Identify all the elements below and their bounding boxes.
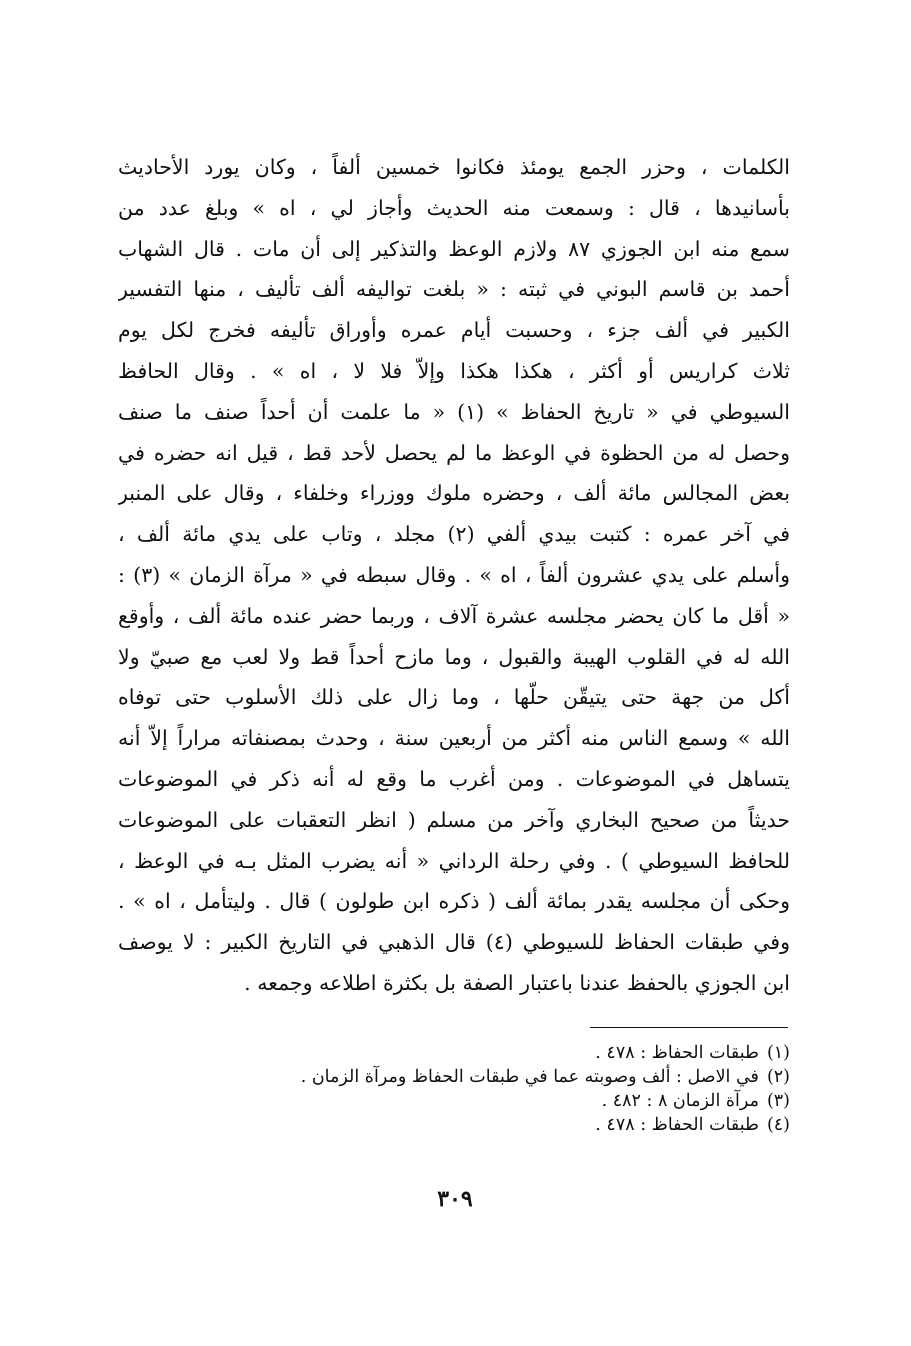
text-line: وحصل له من الحظوة في الوعظ ما لم يحصل لأحد قط ، قيل انه حضره في [118, 440, 790, 465]
text-line: بأسانيدها ، قال : وسمعت منه الحديث وأجاز لي ، اه » وبلغ عدد من [118, 195, 790, 220]
footnote-text: طبقات الحفاظ : ٤٧٨ . [595, 1043, 759, 1063]
footnote [170, 1113, 790, 1137]
text-line: السيوطي في « تاريخ الحفاظ » (١) « ما علمت أن أحداً صنف ما صنف [118, 399, 790, 424]
footnote-marker: (٤) [766, 1115, 790, 1135]
text-line: الكلمات ، وحزر الجمع يومئذ فكانوا خمسين ألفاً ، وكان يورد الأحاديث [118, 155, 790, 179]
text-line: للحافظ السيوطي ) . وفي رحلة الرداني « أنه يضرب المثل بـه في الوعظ ، [118, 848, 790, 873]
text-line: ثلاث كراريس أو أكثر ، هكذا هكذا وإلاّ فلا لا ، اه » . وقال الحافظ [118, 358, 790, 383]
footnote-marker: (٢) [766, 1067, 790, 1087]
text-line: حديثاً من صحيح البخاري وآخر من مسلم ( انظر التعقبات على الموضوعات [118, 807, 790, 832]
text-line: أكل من جهة حتى يتيقّن حلّها ، وما زال على ذلك الأسلوب حتى توفاه [118, 685, 790, 710]
footnote-marker: (١) [766, 1043, 790, 1063]
footnotes [170, 1041, 790, 1137]
footnote-separator [590, 1027, 788, 1028]
footnote [170, 1065, 790, 1089]
text-line: بعض المجالس مائة ألف ، وحضره ملوك ووزراء وخلفاء ، وقال على المنبر [118, 481, 790, 506]
text-line: وحكى أن مجلسه يقدر بمائة ألف ( ذكره ابن طولون ) قال . وليتأمل ، اه » . [118, 889, 790, 914]
main-text-block [118, 147, 790, 1004]
text-line: يتساهل في الموضوعات . ومن أغرب ما وقع له أنه ذكر في الموضوعات [118, 766, 790, 791]
footnote-text: طبقات الحفاظ : ٤٧٨ . [595, 1115, 759, 1135]
text-line: الله له في القلوب الهيبة والقبول ، وما مازح أحداً قط ولا لعب مع صبيّ ولا [118, 644, 790, 669]
text-line: الله » وسمع الناس منه أكثر من أربعين سنة ، وحدث بمصنفاته مراراً إلاّ أنه [118, 726, 790, 751]
footnote-text: مرآة الزمان ٨ : ٤٨٢ . [601, 1091, 759, 1111]
text-line: ابن الجوزي بالحفظ عندنا باعتبار الصفة بل بكثرة اطلاعه وجمعه . [244, 970, 790, 995]
text-line: في آخر عمره : كتبت بيدي ألفي (٢) مجلد ، وتاب على يدي مائة ألف ، [118, 522, 790, 547]
footnote [170, 1089, 790, 1113]
footnote [170, 1041, 790, 1065]
text-line: وأسلم على يدي عشرون ألفاً ، اه » . وقال سبطه في « مرآة الزمان » (٣) : [118, 562, 790, 587]
text-line: سمع منه ابن الجوزي ٨٧ ولازم الوعظ والتذكير إلى أن مات . قال الشهاب [118, 236, 790, 261]
text-line: الكبير في ألف جزء ، وحسبت أيام عمره وأوراق تأليفه فخرج لكل يوم [118, 318, 790, 343]
page-number: ٣٠٩ [437, 1186, 473, 1212]
text-line: أحمد بن قاسم البوني في ثبته : « بلغت تواليفه ألف تأليف ، منها التفسير [118, 277, 790, 302]
text-line: وفي طبقات الحفاظ للسيوطي (٤) قال الذهبي في التاريخ الكبير : لا يوصف [118, 930, 790, 955]
footnote-text: في الاصل : ألف وصوبته عما في طبقات الحفاظ ومرآة الزمان . [300, 1067, 759, 1087]
footnote-marker: (٣) [766, 1091, 790, 1111]
text-line: « أقل ما كان يحضر مجلسه عشرة آلاف ، وربما حضر عنده مائة ألف ، وأوقع [118, 603, 790, 628]
